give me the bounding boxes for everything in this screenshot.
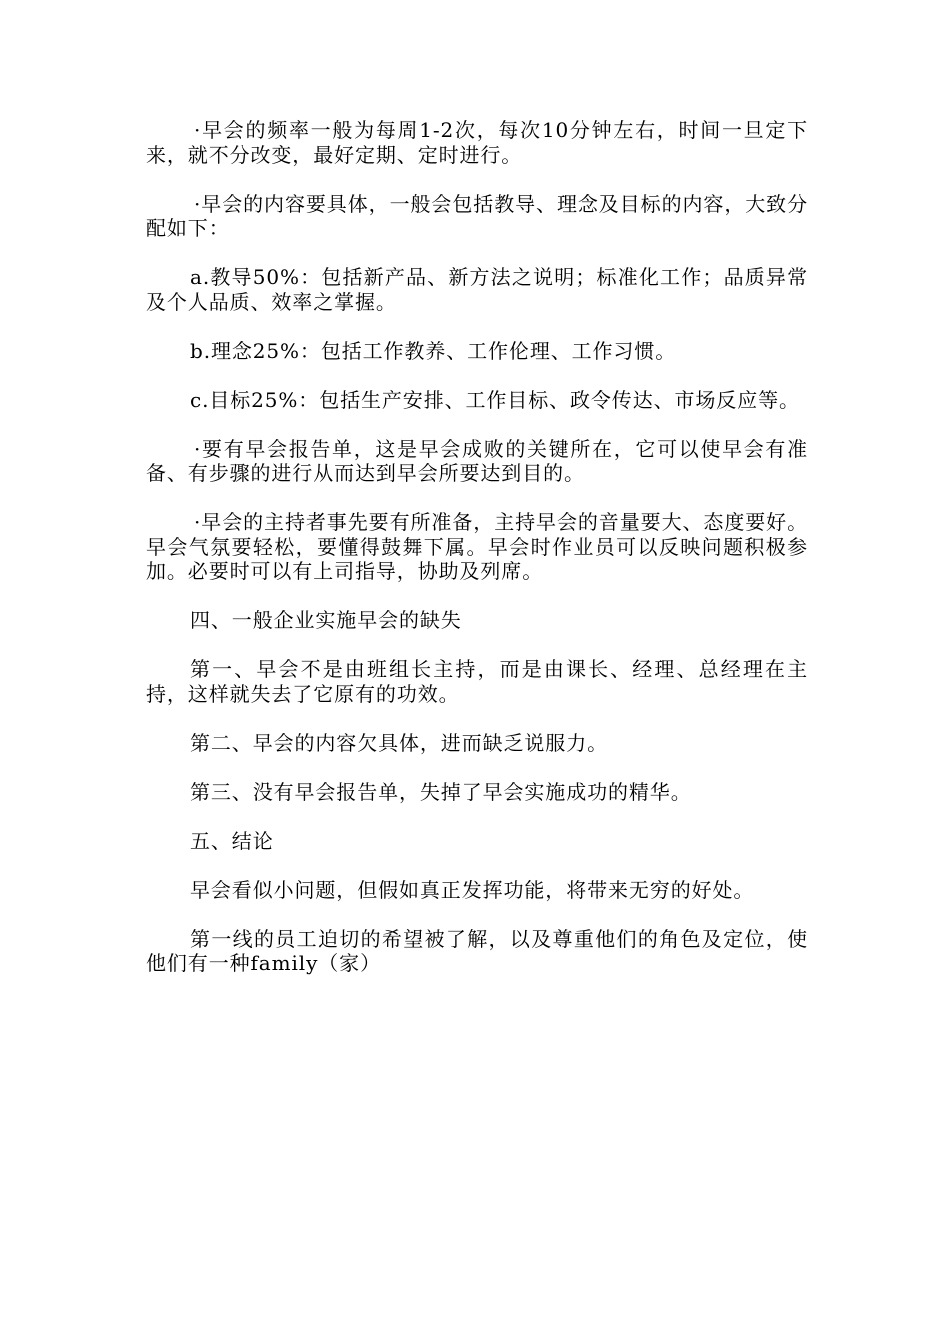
paragraph-philosophy: b.理念25%：包括工作教养、工作伦理、工作习惯。: [190, 338, 677, 363]
paragraph-frontline-staff: 第一线的员工迫切的希望被了解，以及尊重他们的角色及定位，使他们有一种family（家）: [146, 926, 808, 975]
section-heading-conclusion: 五、结论: [190, 828, 274, 853]
paragraph-goals: c.目标25%：包括生产安排、工作目标、政令传达、市场反应等。: [190, 387, 800, 412]
paragraph-guidance: a.教导50%：包括新产品、新方法之说明；标准化工作；品质异常及个人品质、效率之掌握。: [146, 265, 808, 314]
paragraph-shortcoming-first: 第一、早会不是由班组长主持，而是由课长、经理、总经理在主持，这样就失去了它原有的功效。: [146, 657, 808, 706]
paragraph-conclusion: 早会看似小问题，但假如真正发挥功能，将带来无穷的好处。: [190, 877, 755, 902]
section-heading-shortcomings: 四、一般企业实施早会的缺失: [190, 608, 462, 632]
paragraph-report-sheet: ·要有早会报告单，这是早会成败的关键所在，它可以使早会有准备、有步骤的进行从而达到早会所要达到目的。: [146, 436, 808, 485]
document-body: [146, 118, 808, 1000]
paragraph-host-preparation: ·早会的主持者事先要有所准备，主持早会的音量要大、态度要好。早会气氛要轻松，要懂得鼓舞下属。早会时作业员可以反映问题积极参加。必要时可以有上司指导，协助及列席。: [146, 510, 808, 583]
paragraph-shortcoming-third: 第三、没有早会报告单，失掉了早会实施成功的精华。: [190, 779, 692, 804]
paragraph-shortcoming-second: 第二、早会的内容欠具体，进而缺乏说服力。: [190, 730, 608, 755]
paragraph-meeting-frequency: ·早会的频率一般为每周1-2次，每次10分钟左右，时间一旦定下来，就不分改变，最好定期、定时进行。: [146, 118, 808, 167]
paragraph-meeting-content: ·早会的内容要具体，一般会包括教导、理念及目标的内容，大致分配如下：: [146, 191, 808, 240]
